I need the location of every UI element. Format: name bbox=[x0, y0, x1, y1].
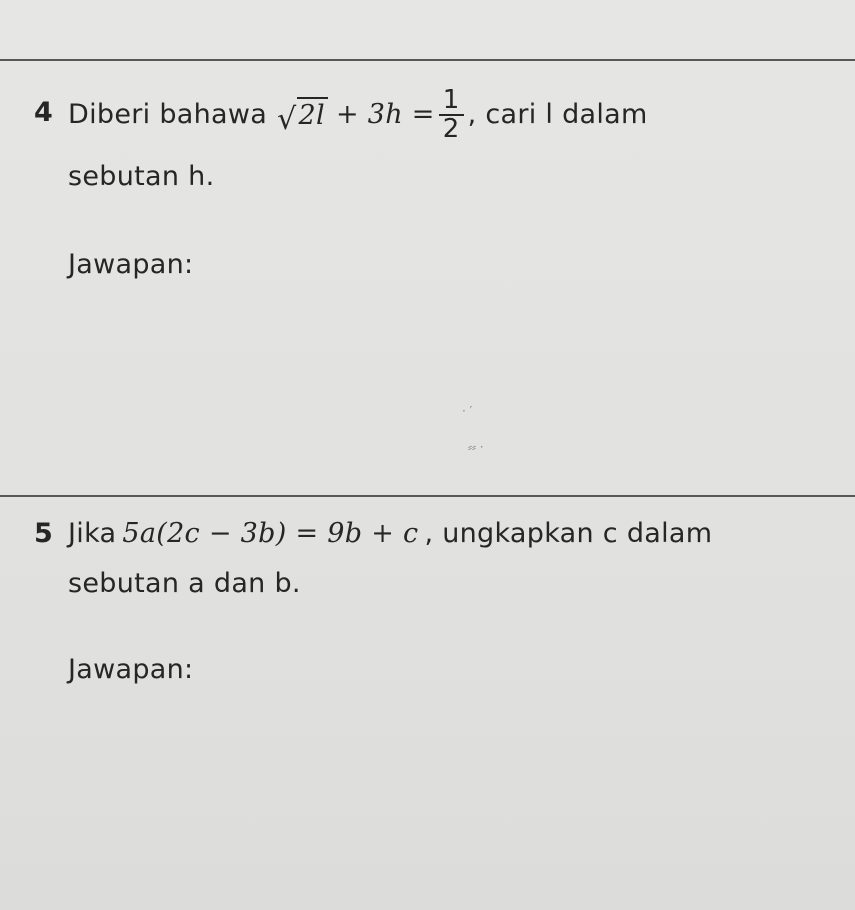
top-divider-line bbox=[0, 59, 855, 61]
question-number: 4 bbox=[34, 97, 54, 128]
section-divider-line bbox=[0, 495, 855, 497]
question-text-line-2: sebutan h. bbox=[68, 161, 215, 192]
question-prefix: Jika bbox=[68, 518, 117, 549]
question-suffix: , ungkapkan c dalam bbox=[424, 518, 713, 549]
answer-label: Jawapan: bbox=[68, 249, 194, 280]
equation: 5a(2c − 3b) = 9b + c bbox=[122, 518, 419, 549]
pencil-smudge: ⸗⸗ · bbox=[468, 440, 484, 454]
fraction bbox=[439, 84, 464, 144]
question-prefix: Diberi bahawa bbox=[68, 99, 268, 131]
answer-label: Jawapan: bbox=[68, 654, 194, 685]
radical-sign-icon: √ bbox=[277, 101, 297, 137]
fraction-numerator: 1 bbox=[439, 87, 464, 116]
question-text-line-1 bbox=[68, 517, 712, 551]
radicand: 2l bbox=[297, 97, 328, 133]
fraction-denominator: 2 bbox=[442, 114, 460, 144]
question-number: 5 bbox=[34, 518, 54, 549]
question-text-line-1 bbox=[68, 80, 648, 150]
square-root-expression bbox=[277, 97, 328, 137]
pencil-smudge: · ′ bbox=[462, 404, 473, 418]
question-suffix: , cari l dalam bbox=[467, 99, 648, 131]
question-text-line-2: sebutan a dan b. bbox=[68, 568, 301, 599]
equation-middle: + 3h = bbox=[335, 99, 435, 131]
